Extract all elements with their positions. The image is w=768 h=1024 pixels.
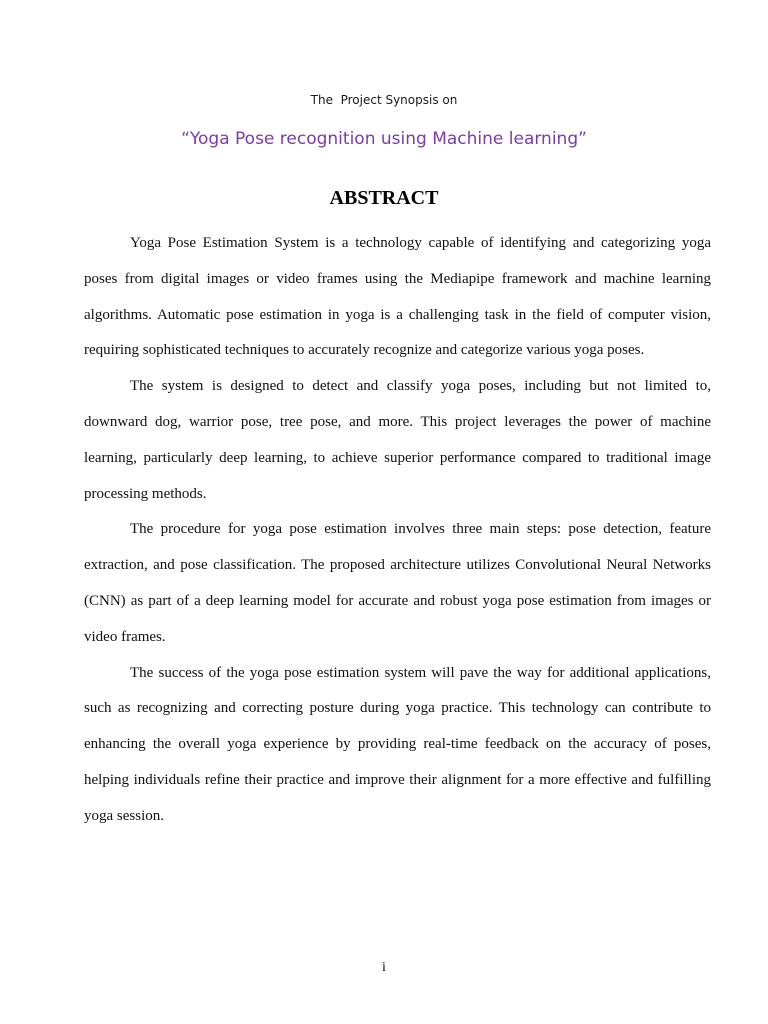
abstract-paragraph-1: Yoga Pose Estimation System is a technology capable of identifying and categorizing yoga poses from digital images or video frames using the Mediapipe framework and machine learning algorithms. Automatic pose estimation in yoga is a challenging task in the field of computer vision, requiring sophisticated techniques to accurately recognize and categorize various yoga poses. [84, 235, 711, 359]
page-number: i [382, 960, 386, 975]
project-title: “Yoga Pose recognition using Machine learning” [181, 129, 587, 149]
abstract-heading: ABSTRACT [329, 187, 439, 209]
abstract-paragraph-3: The procedure for yoga pose estimation involves three main steps: pose detection, feature extraction, and pose classification. The proposed architecture utilizes Convolutional Neural Networks (CNN) as part of a deep learning model for accurate and robust yoga pose estimation from images or video frames. [84, 521, 711, 645]
abstract-paragraph-2: The system is designed to detect and classify yoga poses, including but not limited to, downward dog, warrior pose, tree pose, and more. This project leverages the power of machine learning, particularly deep learning, to achieve superior performance compared to traditional image processing methods. [84, 378, 711, 502]
abstract-paragraph-4: The success of the yoga pose estimation system will pave the way for additional applications, such as recognizing and correcting posture during yoga practice. This technology can contribute to enhancing the overall yoga experience by providing real-time feedback on the accuracy of poses, helping individuals refine their practice and improve their alignment for a more effective and fulfilling yoga session. [84, 664, 711, 824]
synopsis-line: The Project Synopsis on [310, 93, 458, 107]
abstract-body [84, 226, 711, 835]
